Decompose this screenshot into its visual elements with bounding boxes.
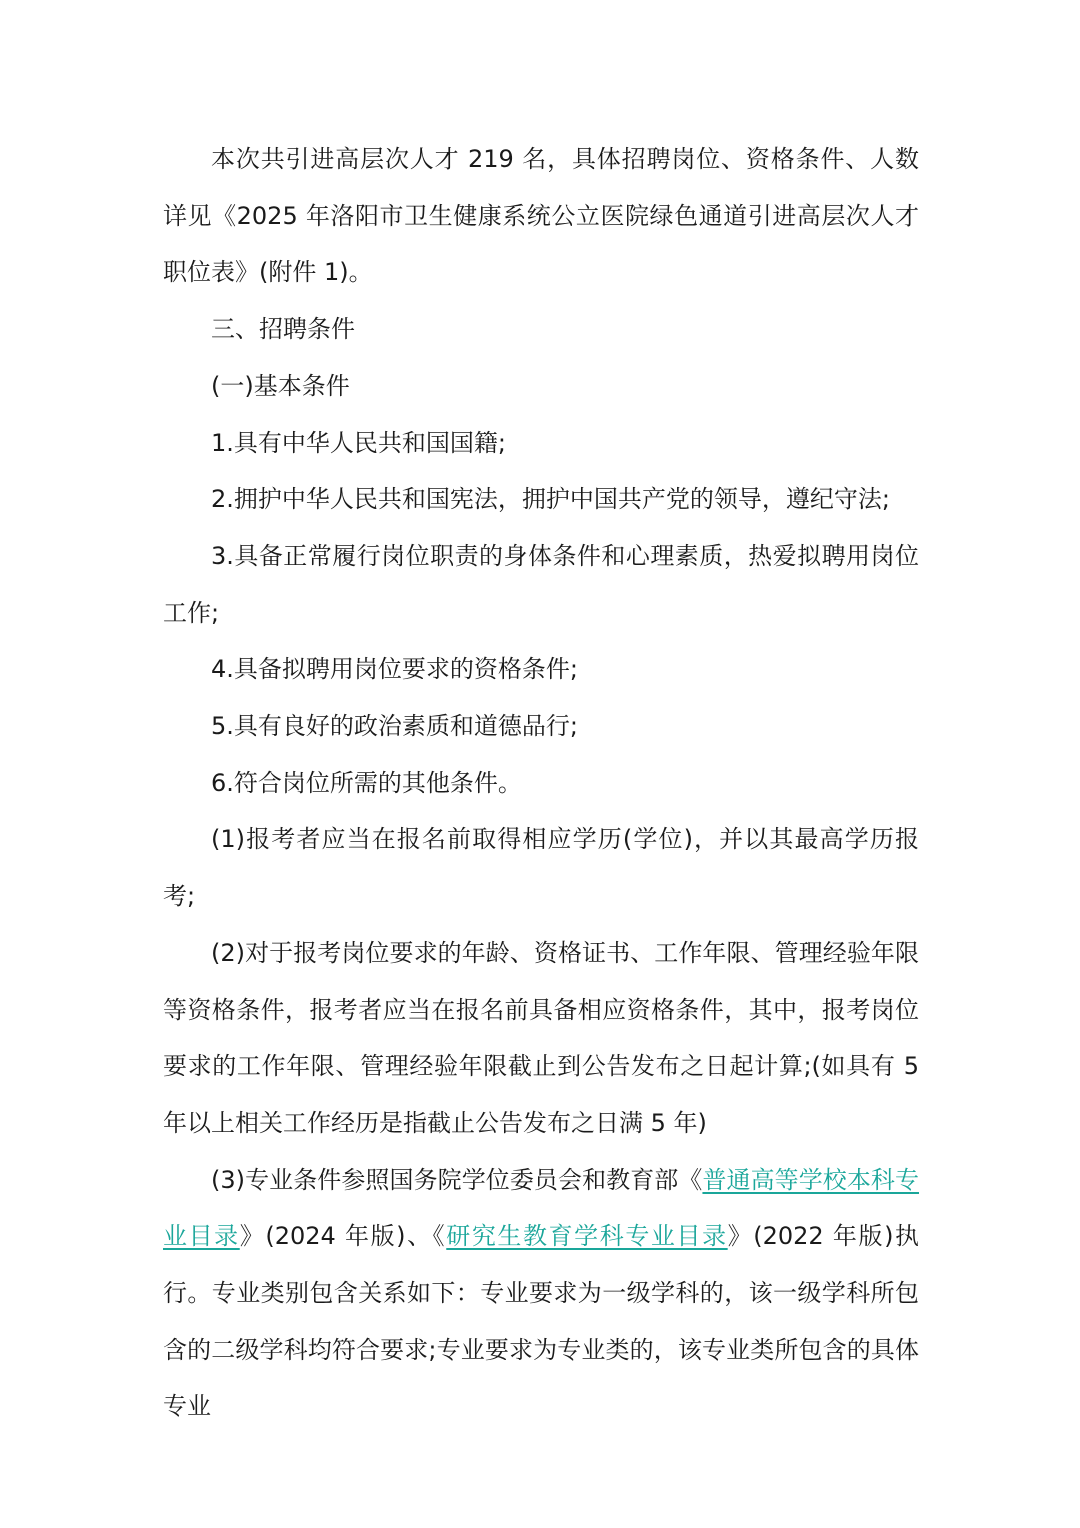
condition-item: (2)对于报考岗位要求的年龄、资格证书、工作年限、管理经验年限等资格条件，报考者应当在报名前具备相应资格条件，其中，报考岗位要求的工作年限、管理经验年限截止到公告发布之日起计算;(如具有 5 年以上相关工作经历是指截止公告发布之日满 5 年) (163, 938, 919, 1137)
condition-3-middle: 》(2024 年版)、《 (239, 1222, 447, 1251)
condition-3-prefix: (3)专业条件参照国务院学位委员会和教育部《 (211, 1165, 703, 1194)
list-item: 1.具有中华人民共和国国籍; (211, 428, 506, 457)
paragraph-intro: 本次共引进高层次人才 219 名，具体招聘岗位、资格条件、人数详见《2025 年洛阳市卫生健康系统公立医院绿色通道引进高层次人才职位表》(附件 1)。 (163, 145, 919, 287)
list-item: 2.拥护中华人民共和国宪法，拥护中国共产党的领导，遵纪守法; (211, 485, 890, 514)
document-page (163, 131, 919, 1435)
list-item: 4.具备拟聘用岗位要求的资格条件; (211, 655, 578, 684)
graduate-catalog-link[interactable]: 研究生教育学科专业目录 (446, 1222, 728, 1251)
condition-item-major (163, 1152, 919, 1436)
section-heading-recruitment-conditions: 三、招聘条件 (211, 315, 355, 344)
list-item: 3.具备正常履行岗位职责的身体条件和心理素质，热爱拟聘用岗位工作; (163, 541, 919, 627)
undergraduate-catalog-link[interactable]: 普通高等学校本科专业目录 (163, 1165, 920, 1251)
condition-item: (1)报考者应当在报名前取得相应学历(学位)，并以其最高学历报考; (163, 825, 919, 911)
subsection-heading-basic-conditions: (一)基本条件 (211, 371, 350, 400)
list-item: 6.符合岗位所需的其他条件。 (211, 768, 522, 797)
condition-3-suffix: 》(2022 年版)执行。专业类别包含关系如下：专业要求为一级学科的，该一级学科所包含的二级学科均符合要求;专业要求为专业类的，该专业类所包含的具体专业 (163, 1222, 920, 1421)
list-item: 5.具有良好的政治素质和道德品行; (211, 712, 578, 741)
